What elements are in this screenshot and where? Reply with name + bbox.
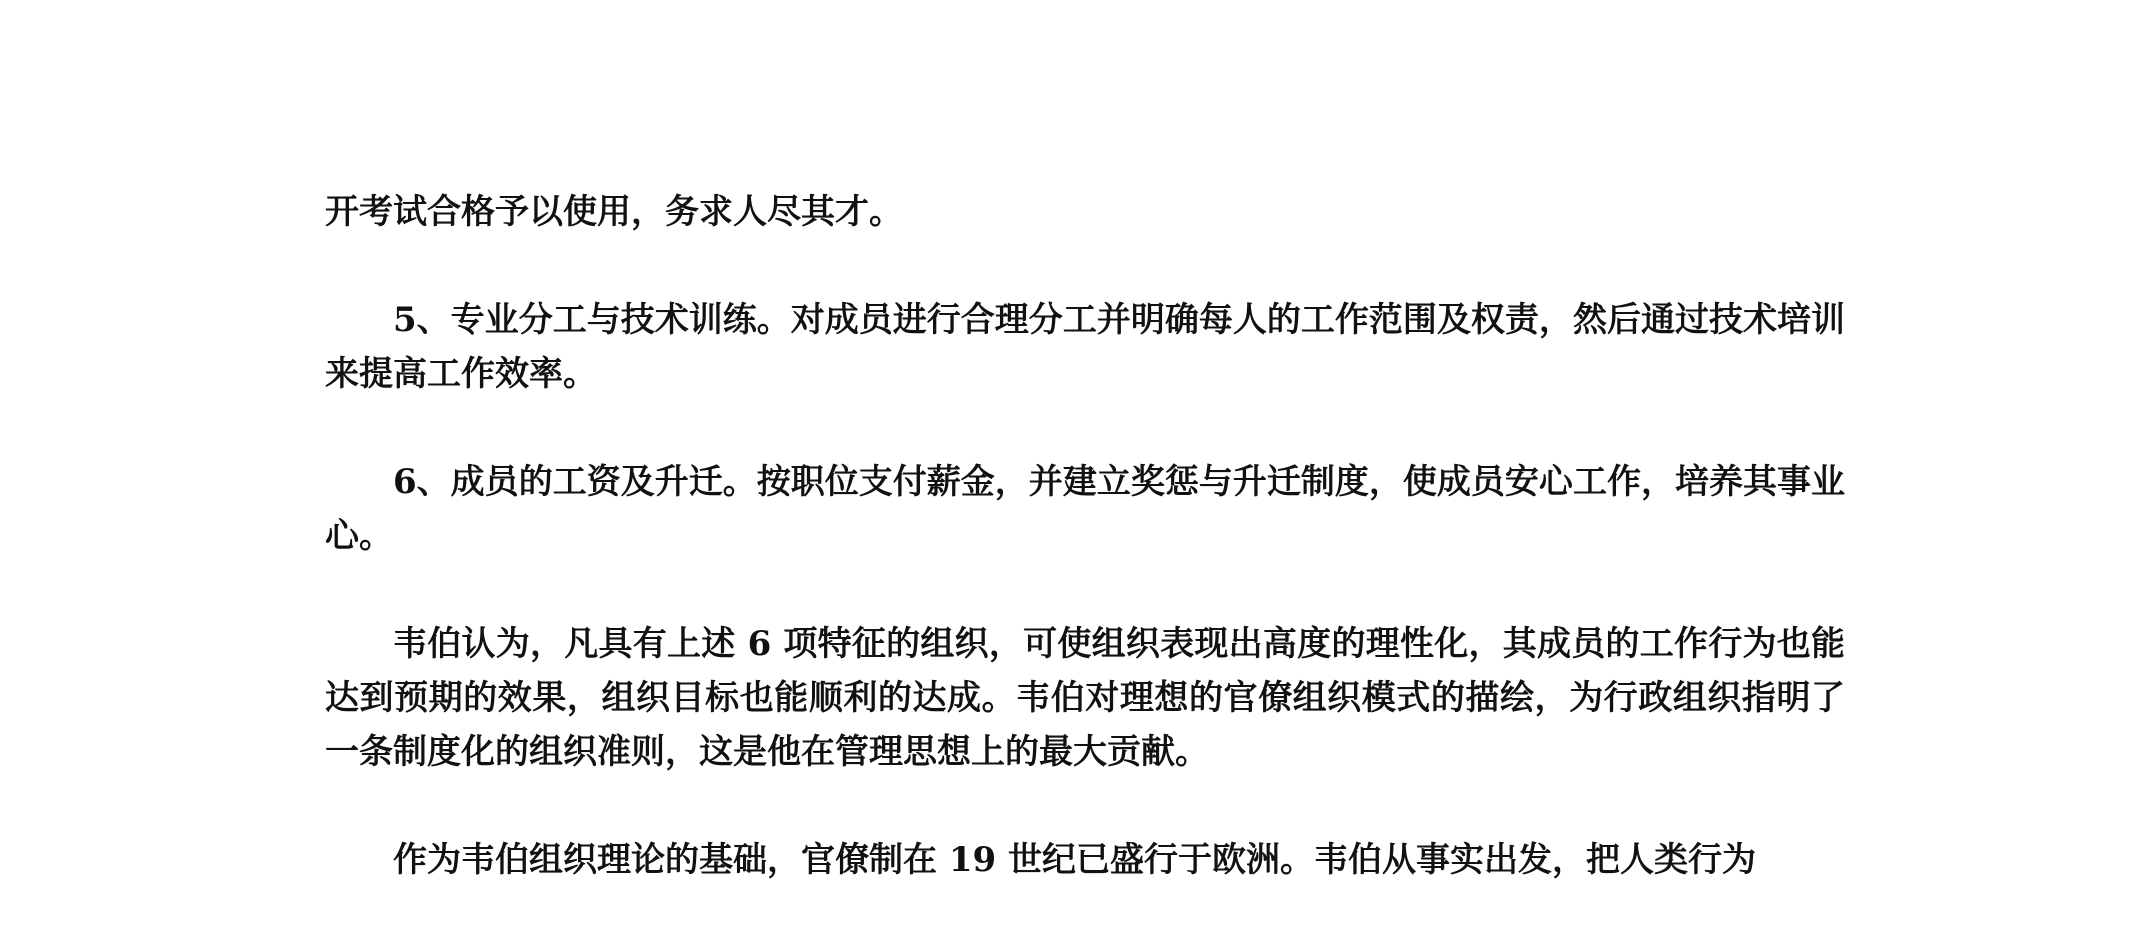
document-body xyxy=(325,185,1845,941)
paragraph-weber-conclusion: 韦伯认为，凡具有上述 6 项特征的组织，可使组织表现出高度的理性化，其成员的工作行为也能达到预期的效果，组织目标也能顺利的达成。韦伯对理想的官僚组织模式的描绘，为行政组织指明了一条制度化的组织准则，这是他在管理思想上的最大贡献。 xyxy=(325,624,1845,772)
paragraph-item-6: 6、成员的工资及升迁。按职位支付薪金，并建立奖惩与升迁制度，使成员安心工作，培养其事业心。 xyxy=(325,462,1845,556)
paragraph-bureaucracy-basis: 作为韦伯组织理论的基础，官僚制在 19 世纪已盛行于欧洲。韦伯从事实出发，把人类行为 xyxy=(393,840,1756,880)
paragraph-item-5: 5、专业分工与技术训练。对成员进行合理分工并明确每人的工作范围及权责，然后通过技术培训来提高工作效率。 xyxy=(325,300,1845,394)
paragraph-continuation: 开考试合格予以使用，务求人尽其才。 xyxy=(325,192,903,232)
